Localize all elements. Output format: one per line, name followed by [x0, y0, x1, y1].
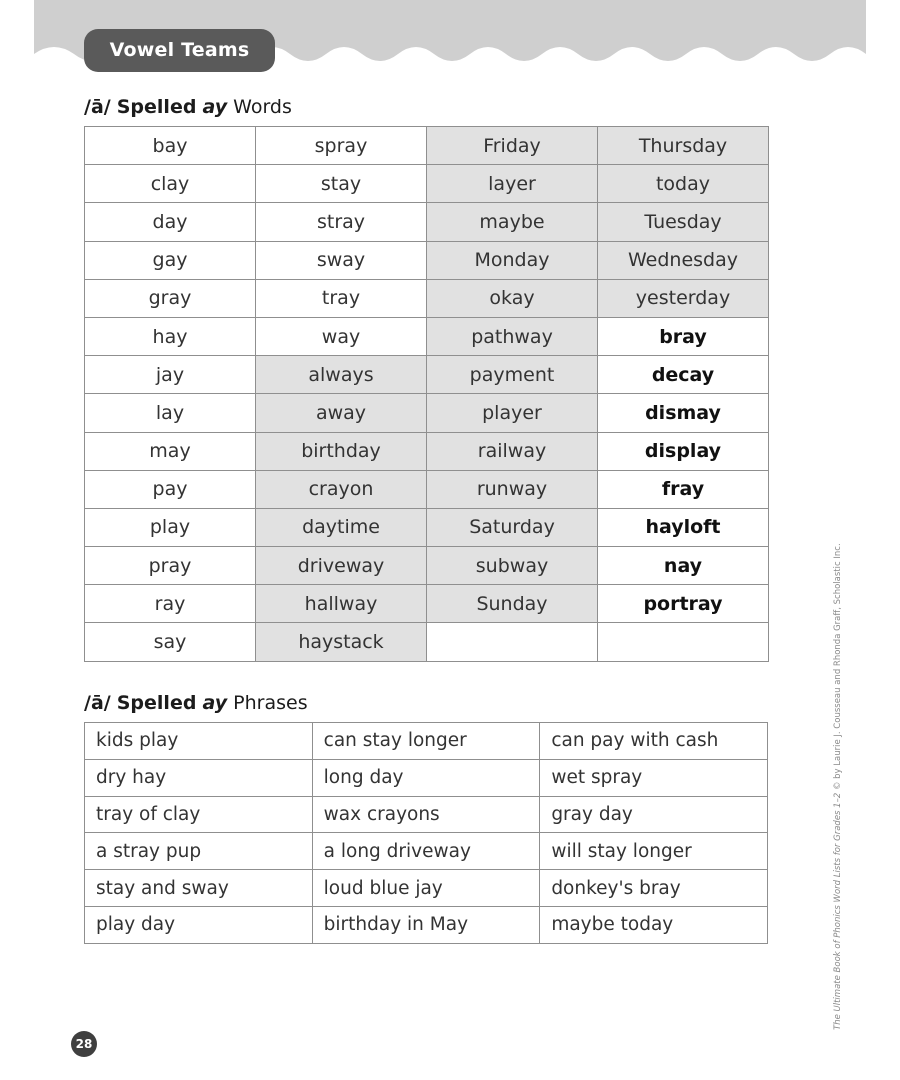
word-cell: spray	[256, 127, 427, 165]
word-cell: railway	[427, 432, 598, 470]
phrases-heading-pattern: ay	[202, 692, 228, 714]
phrase-cell: can pay with cash	[540, 723, 768, 760]
word-row	[85, 165, 769, 203]
word-cell: bray	[598, 317, 769, 355]
word-row	[85, 623, 769, 661]
word-row	[85, 241, 769, 279]
word-cell: Tuesday	[598, 203, 769, 241]
word-cell: always	[256, 356, 427, 394]
word-cell	[427, 623, 598, 661]
word-cell: gray	[85, 279, 256, 317]
word-cell: stray	[256, 203, 427, 241]
phrase-cell: tray of clay	[85, 796, 313, 833]
word-cell: daytime	[256, 508, 427, 546]
phrase-list-table	[84, 722, 768, 944]
word-cell: tray	[256, 279, 427, 317]
phrase-row	[85, 870, 768, 907]
word-cell: birthday	[256, 432, 427, 470]
word-cell: away	[256, 394, 427, 432]
word-cell: clay	[85, 165, 256, 203]
word-row	[85, 470, 769, 508]
word-cell: okay	[427, 279, 598, 317]
word-cell: layer	[427, 165, 598, 203]
word-cell: sway	[256, 241, 427, 279]
words-heading-pattern: ay	[202, 96, 228, 118]
credit-rest: © by Laurie J. Cousseau and Rhonda Graff, Scholastic Inc.	[833, 543, 843, 793]
word-row	[85, 585, 769, 623]
phrase-cell: kids play	[85, 723, 313, 760]
word-cell: ray	[85, 585, 256, 623]
words-heading-sound: /ā/	[84, 96, 111, 118]
words-heading-suffix: Words	[233, 96, 292, 118]
word-cell: day	[85, 203, 256, 241]
word-cell: haystack	[256, 623, 427, 661]
phrase-row	[85, 833, 768, 870]
word-row	[85, 508, 769, 546]
phrase-cell: can stay longer	[312, 723, 540, 760]
credit-book-title: The Ultimate Book of Phonics Word Lists for Grades 1–2	[833, 792, 843, 1030]
word-cell: Saturday	[427, 508, 598, 546]
word-cell: Sunday	[427, 585, 598, 623]
phrase-cell: loud blue jay	[312, 870, 540, 907]
word-row	[85, 356, 769, 394]
word-cell: dismay	[598, 394, 769, 432]
word-cell: decay	[598, 356, 769, 394]
section-title-badge: Vowel Teams	[84, 29, 275, 72]
word-cell: fray	[598, 470, 769, 508]
word-list-table	[84, 126, 769, 662]
phrase-cell: gray day	[540, 796, 768, 833]
phrase-cell: birthday in May	[312, 906, 540, 943]
word-cell: play	[85, 508, 256, 546]
phrase-cell: a stray pup	[85, 833, 313, 870]
word-row	[85, 279, 769, 317]
word-cell: Wednesday	[598, 241, 769, 279]
word-cell: portray	[598, 585, 769, 623]
words-heading-spelled: Spelled	[116, 96, 197, 118]
phrase-cell: a long driveway	[312, 833, 540, 870]
phrase-cell: donkey's bray	[540, 870, 768, 907]
word-cell	[598, 623, 769, 661]
page-number: 28	[71, 1031, 97, 1057]
copyright-credit	[833, 543, 843, 1030]
word-cell: maybe	[427, 203, 598, 241]
phrase-cell: will stay longer	[540, 833, 768, 870]
phrase-cell: wet spray	[540, 759, 768, 796]
word-cell: Thursday	[598, 127, 769, 165]
word-cell: subway	[427, 547, 598, 585]
word-cell: lay	[85, 394, 256, 432]
word-row	[85, 203, 769, 241]
word-cell: yesterday	[598, 279, 769, 317]
word-cell: Friday	[427, 127, 598, 165]
word-row	[85, 547, 769, 585]
phrase-row	[85, 906, 768, 943]
word-cell: gay	[85, 241, 256, 279]
word-cell: hayloft	[598, 508, 769, 546]
phrase-row	[85, 796, 768, 833]
word-row	[85, 317, 769, 355]
phrase-cell: play day	[85, 906, 313, 943]
word-cell: hallway	[256, 585, 427, 623]
phrases-heading-sound: /ā/	[84, 692, 111, 714]
word-cell: today	[598, 165, 769, 203]
word-cell: way	[256, 317, 427, 355]
word-cell: pathway	[427, 317, 598, 355]
word-row	[85, 127, 769, 165]
word-cell: payment	[427, 356, 598, 394]
word-cell: driveway	[256, 547, 427, 585]
word-cell: crayon	[256, 470, 427, 508]
word-cell: Monday	[427, 241, 598, 279]
word-cell: player	[427, 394, 598, 432]
word-cell: jay	[85, 356, 256, 394]
phrase-cell: wax crayons	[312, 796, 540, 833]
word-cell: hay	[85, 317, 256, 355]
words-heading	[84, 96, 292, 118]
phrases-heading-spelled: Spelled	[116, 692, 197, 714]
phrases-heading	[84, 692, 308, 714]
phrase-cell: stay and sway	[85, 870, 313, 907]
word-cell: pray	[85, 547, 256, 585]
word-cell: runway	[427, 470, 598, 508]
word-cell: nay	[598, 547, 769, 585]
word-cell: stay	[256, 165, 427, 203]
word-cell: bay	[85, 127, 256, 165]
word-row	[85, 394, 769, 432]
word-row	[85, 432, 769, 470]
phrases-heading-suffix: Phrases	[233, 692, 308, 714]
word-cell: pay	[85, 470, 256, 508]
phrase-row	[85, 759, 768, 796]
phrase-cell: dry hay	[85, 759, 313, 796]
word-cell: may	[85, 432, 256, 470]
phrase-cell: long day	[312, 759, 540, 796]
word-cell: say	[85, 623, 256, 661]
word-cell: display	[598, 432, 769, 470]
phrase-row	[85, 723, 768, 760]
phrase-cell: maybe today	[540, 906, 768, 943]
